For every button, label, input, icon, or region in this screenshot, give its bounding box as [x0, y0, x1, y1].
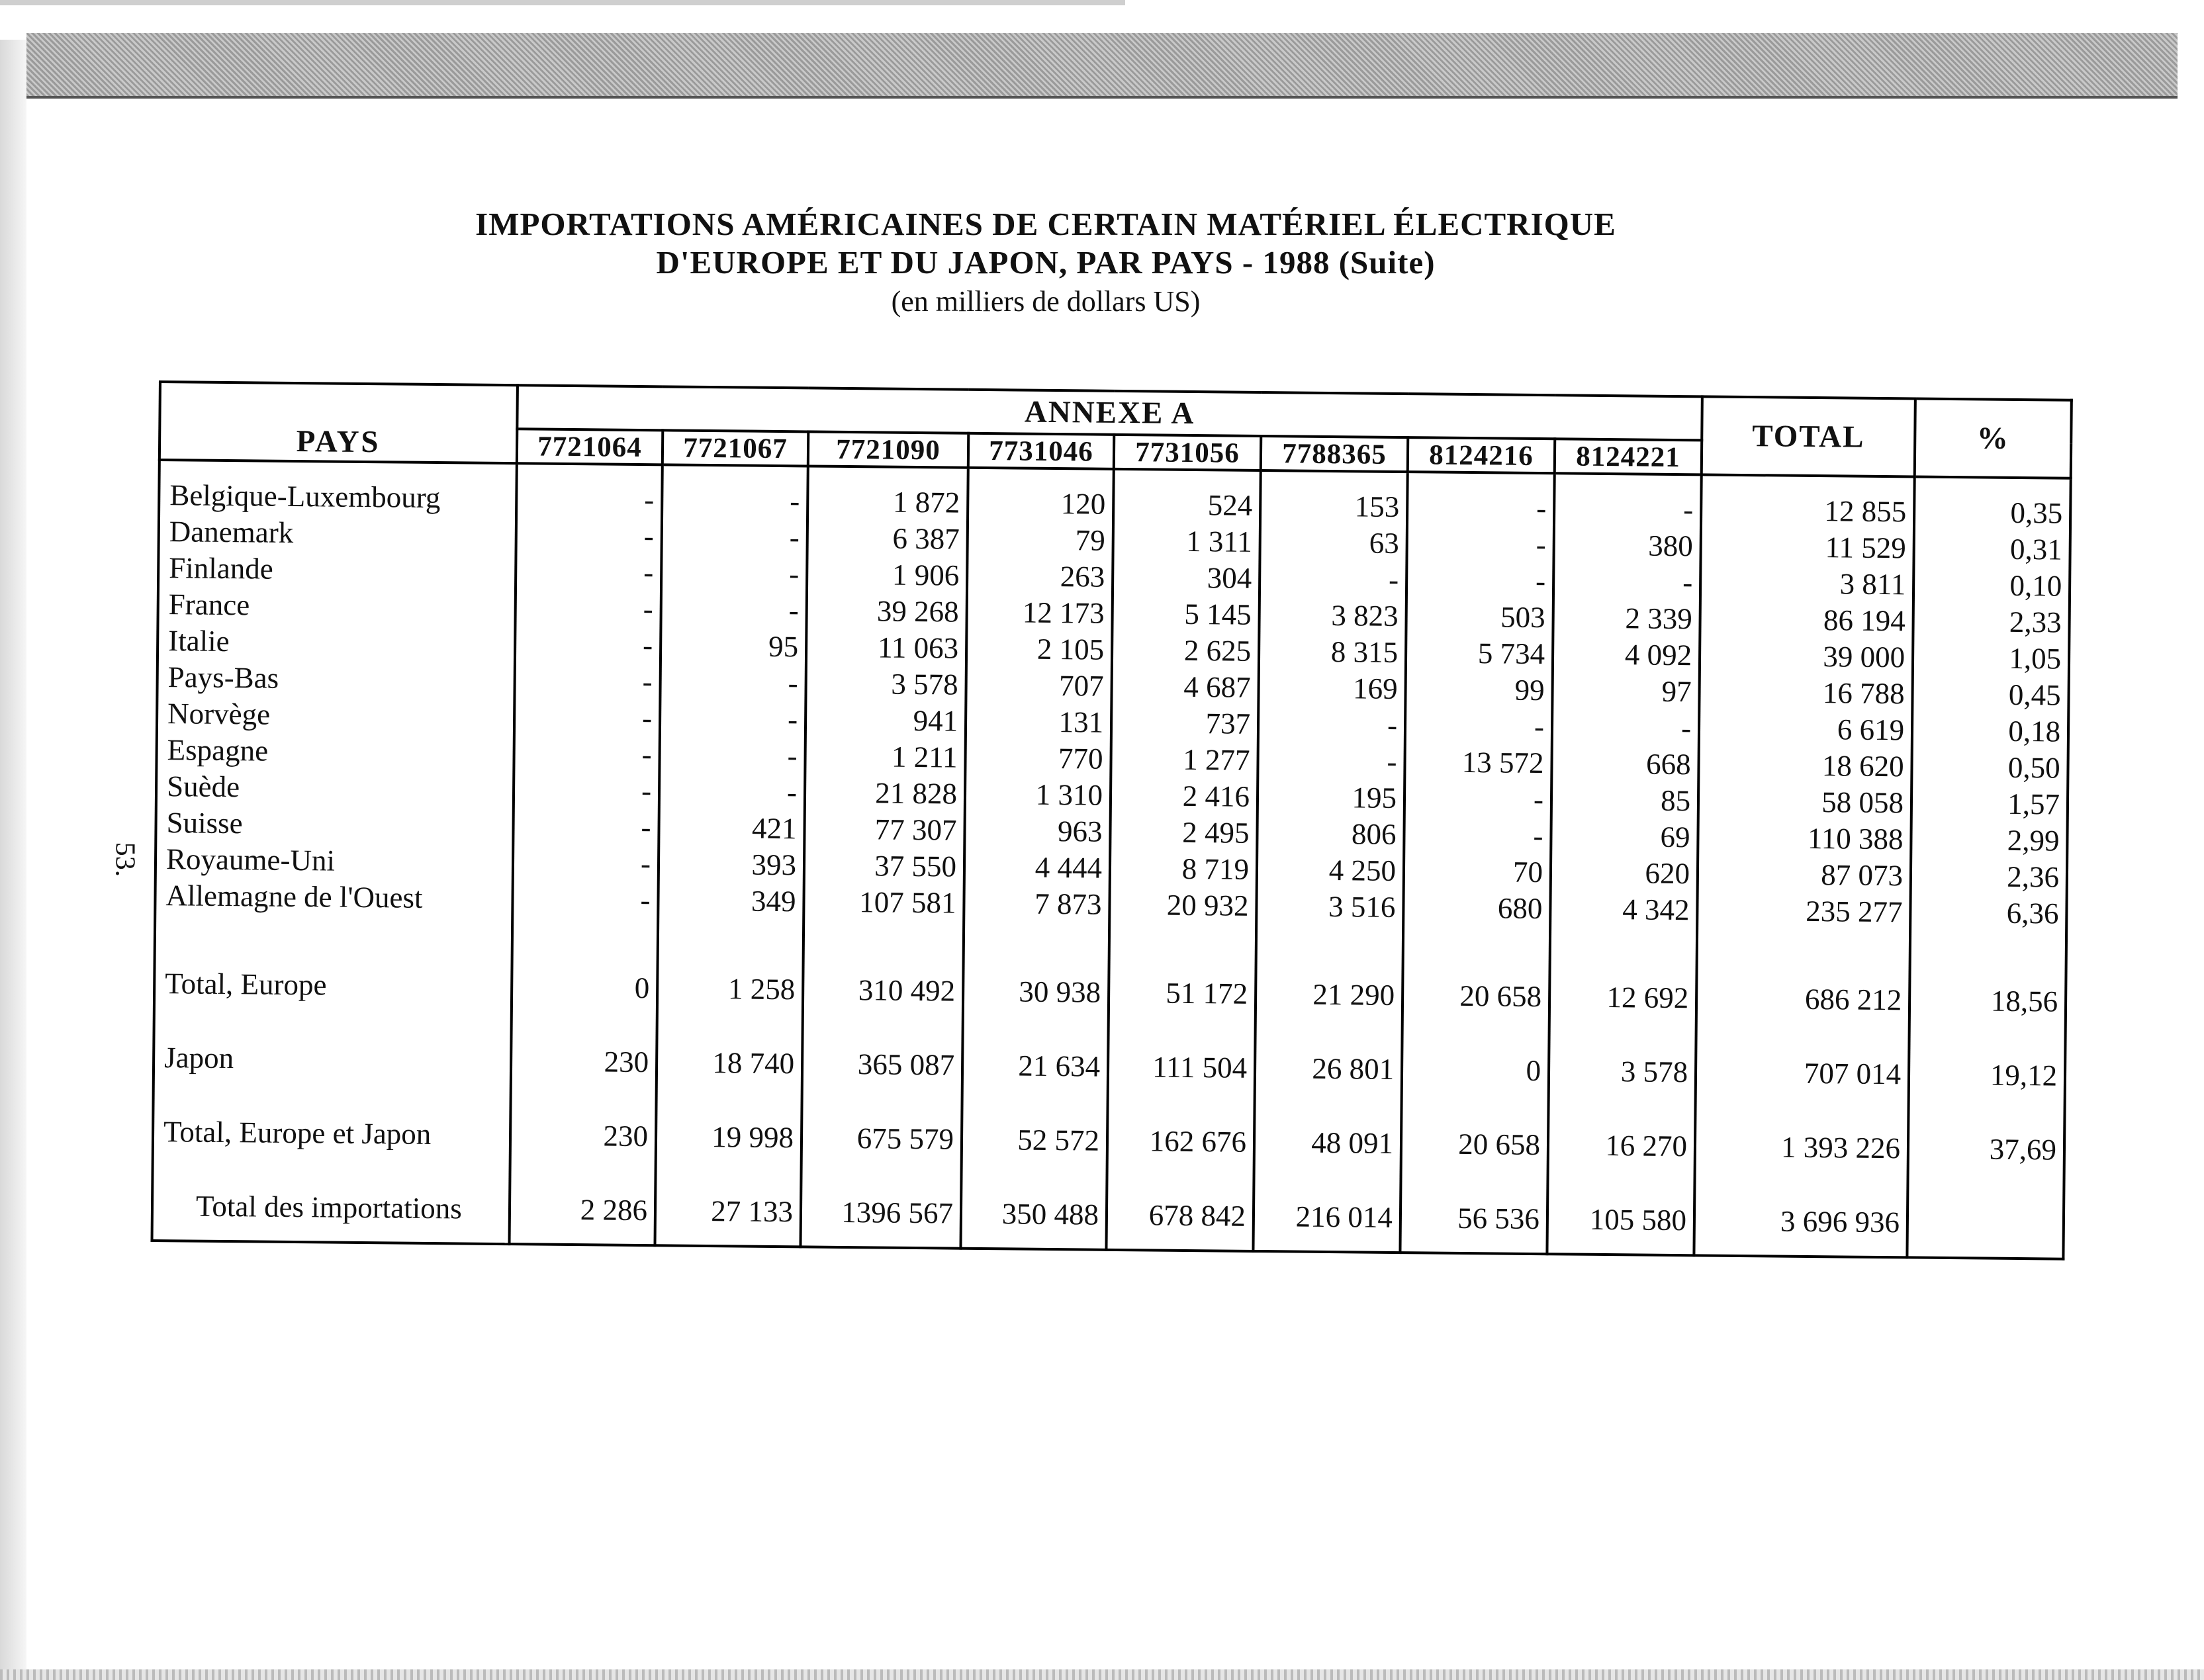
value-7721064-row-3: - [643, 592, 653, 626]
pays-row-15: Total des importations [195, 1189, 463, 1225]
value-8124221-row-8: 85 [1660, 783, 1691, 818]
value-7721064-row-6: - [641, 701, 653, 735]
value-7788365-row-10: 4 250 [1328, 854, 1397, 887]
value-7721090-row-1: 6 387 [892, 521, 960, 556]
value-7731056-row-4: 2 625 [1183, 633, 1252, 668]
value-7721090-row-7: 1 211 [891, 740, 958, 774]
title-line-2: D'EUROPE ET DU JAPON, PAR PAYS - 1988 (Suite) [656, 244, 1436, 281]
value-7721067-row-0: - [790, 484, 800, 518]
pays-row-12: Total, Europe [165, 967, 327, 1002]
value-8124216-row-5: 99 [1514, 673, 1545, 707]
total-row-2: 3 811 [1839, 567, 1906, 601]
value-7721064-row-1: - [643, 519, 655, 553]
title-subtitle-units: (en milliers de dollars US) [891, 285, 1201, 318]
value-7788365-row-1: 63 [1369, 526, 1399, 560]
column-7721090 [800, 466, 968, 1248]
value-8124216-row-13: 0 [1526, 1053, 1541, 1088]
value-7721090-row-14: 675 579 [856, 1122, 954, 1156]
value-8124216-row-15: 56 536 [1457, 1201, 1540, 1236]
value-7721064-row-2: - [643, 556, 654, 590]
column-7731046 [960, 468, 1113, 1250]
percent-row-4: 1,05 [2009, 641, 2062, 676]
total-row-12: 686 212 [1804, 982, 1902, 1017]
value-7731046-row-5: 707 [1058, 669, 1104, 703]
value-7731056-row-12: 51 172 [1166, 976, 1248, 1010]
total-row-6: 6 619 [1837, 713, 1905, 747]
pays-row-2: Finlande [169, 551, 273, 586]
value-8124216-row-4: 5 734 [1477, 637, 1545, 671]
value-7731056-row-7: 1 277 [1183, 742, 1250, 777]
value-7731056-row-3: 5 145 [1184, 597, 1252, 631]
value-7731056-row-14: 162 676 [1149, 1124, 1247, 1159]
code-header-7721090: 7721090 [808, 431, 968, 467]
value-8124221-row-6: - [1680, 711, 1692, 745]
pays-row-6: Norvège [167, 697, 271, 731]
value-7721090-row-2: 1 906 [892, 558, 960, 592]
value-7721090-row-10: 37 550 [874, 849, 957, 883]
value-7721067-row-2: - [788, 557, 800, 591]
value-7721064-row-14: 230 [603, 1119, 649, 1153]
value-7721064-row-7: - [641, 738, 652, 772]
value-7788365-row-11: 3 516 [1328, 890, 1396, 924]
percent-row-15 [1915, 1173, 2056, 1249]
pays-row-11: Allemagne de l'Ouest [165, 879, 423, 914]
value-8124221-row-10: 620 [1645, 856, 1690, 891]
code-header-7721067: 7721067 [663, 430, 808, 466]
total-row-1: 11 529 [1825, 531, 1907, 565]
code-header-7721064: 7721064 [517, 429, 663, 464]
value-8124216-row-11: 680 [1497, 891, 1543, 926]
value-8124221-row-5: 97 [1661, 674, 1692, 709]
value-7721064-row-12: 0 [634, 971, 650, 1005]
value-7731056-row-11: 20 932 [1166, 888, 1249, 922]
value-8124216-row-1: - [1536, 527, 1546, 562]
value-8124216-row-0: - [1536, 491, 1547, 525]
row-spacer [1918, 931, 2058, 952]
table-body-row [152, 460, 2071, 1259]
value-7731056-row-15: 678 842 [1148, 1198, 1246, 1233]
value-8124216-row-6: - [1534, 709, 1545, 744]
value-7721090-row-11: 107 581 [858, 885, 956, 920]
column-7721067 [655, 464, 807, 1247]
value-8124221-row-2: - [1682, 566, 1693, 599]
value-7788365-row-8: 195 [1352, 781, 1397, 815]
value-8124216-row-9: - [1533, 818, 1543, 853]
percent-row-0: 0,35 [2010, 496, 2063, 530]
total-row-10: 87 073 [1821, 858, 1904, 893]
percent-row-6: 0,18 [2008, 714, 2061, 748]
value-7788365-row-15: 216 014 [1295, 1200, 1393, 1234]
row-spacer [811, 920, 956, 942]
value-7731046-row-0: 120 [1060, 487, 1106, 521]
value-7731046-row-7: 770 [1058, 742, 1103, 775]
value-8124221-row-9: 69 [1660, 820, 1690, 854]
pays-row-4: Italie [167, 624, 230, 658]
total-row-0: 12 855 [1824, 494, 1907, 529]
row-spacer [1411, 926, 1542, 947]
value-7721067-row-3: - [788, 594, 799, 627]
value-7731046-row-14: 52 572 [1017, 1123, 1100, 1157]
code-header-7788365: 7788365 [1261, 436, 1408, 472]
value-7721067-row-1: - [789, 521, 800, 554]
column-7721064 [509, 463, 662, 1245]
value-7721090-row-9: 77 307 [874, 813, 957, 847]
pays-header: PAYS [160, 382, 518, 463]
value-7721067-row-5: - [788, 666, 798, 700]
value-7731046-row-1: 79 [1075, 523, 1105, 557]
value-7721064-row-11: - [640, 883, 651, 917]
percent-row-10: 2,36 [2007, 860, 2060, 894]
total-row-7: 18 620 [1821, 749, 1904, 783]
code-header-7731046: 7731046 [968, 433, 1114, 469]
total-header: TOTAL [1702, 396, 1915, 476]
value-7788365-row-12: 21 290 [1312, 977, 1395, 1012]
pays-row-8: Suède [166, 770, 240, 804]
scan-binding-band [26, 33, 2178, 99]
value-7721064-row-15: 2 286 [580, 1193, 648, 1227]
value-7788365-row-14: 48 091 [1311, 1126, 1394, 1160]
value-7721090-row-3: 39 268 [876, 594, 959, 629]
row-spacer [972, 922, 1101, 943]
value-7731046-row-4: 2 105 [1036, 632, 1105, 666]
row-spacer [666, 918, 796, 940]
value-7731056-row-13: 111 504 [1152, 1050, 1248, 1084]
value-7731056-row-8: 2 416 [1182, 779, 1250, 813]
total-row-4: 39 000 [1823, 640, 1906, 674]
pays-row-9: Suisse [166, 806, 243, 840]
percent-column [1907, 476, 2070, 1259]
value-8124221-row-0: - [1683, 493, 1694, 527]
value-7721090-row-0: 1 872 [892, 485, 960, 519]
value-7721067-row-14: 19 998 [712, 1120, 794, 1155]
row-spacer [1117, 923, 1248, 944]
percent-row-12: 18,56 [1990, 984, 2058, 1018]
annexe-header: ANNEXE A [517, 385, 1702, 440]
value-8124216-row-10: 70 [1512, 855, 1543, 889]
value-7721067-row-8: - [786, 775, 798, 809]
value-8124221-row-1: 380 [1648, 529, 1694, 563]
percent-row-8: 1,57 [2007, 787, 2060, 821]
imports-table [151, 380, 2073, 1260]
value-7721090-row-12: 310 492 [858, 973, 956, 1008]
percent-row-7: 0,50 [2007, 750, 2060, 785]
value-8124221-row-13: 3 578 [1620, 1055, 1688, 1089]
value-7721067-row-11: 349 [751, 884, 796, 918]
value-8124221-row-7: 668 [1645, 747, 1691, 781]
percent-row-2: 0,10 [2009, 568, 2062, 603]
value-7731046-row-8: 1 310 [1035, 777, 1103, 812]
value-7721090-row-8: 21 828 [875, 776, 958, 811]
value-7731056-row-5: 4 687 [1183, 670, 1251, 704]
column-8124216 [1400, 472, 1554, 1254]
value-7788365-row-7: - [1387, 744, 1397, 778]
title-line-1: IMPORTATIONS AMÉRICAINES DE CERTAIN MATÉRIEL ÉLECTRIQUE [475, 206, 1616, 242]
value-7731046-row-13: 21 634 [1018, 1049, 1101, 1083]
pays-row-1: Danemark [169, 515, 294, 549]
percent-row-13: 19,12 [1990, 1058, 2058, 1092]
value-7788365-row-2: - [1388, 562, 1399, 596]
value-7788365-row-13: 26 801 [1312, 1051, 1395, 1086]
value-8124221-row-14: 16 270 [1605, 1129, 1688, 1163]
value-7731056-row-1: 1 311 [1185, 524, 1252, 558]
value-7731046-row-6: 131 [1058, 705, 1104, 739]
value-7731046-row-11: 7 873 [1034, 887, 1102, 921]
total-row-8: 58 058 [1821, 785, 1904, 820]
percent-row-5: 0,45 [2008, 678, 2061, 712]
value-7731046-row-9: 963 [1057, 815, 1103, 848]
value-7721064-row-9: - [641, 811, 651, 844]
percent-row-14: 37,69 [1989, 1132, 2057, 1167]
scan-top-strip [0, 0, 1125, 5]
percent-header: % [1915, 398, 2072, 478]
value-7721064-row-5: - [642, 665, 653, 699]
value-7731046-row-12: 30 938 [1019, 975, 1101, 1009]
value-8124221-row-15: 105 580 [1589, 1202, 1687, 1237]
column-8124221 [1547, 473, 1701, 1255]
value-7721067-row-12: 1 258 [727, 972, 796, 1006]
value-7788365-row-9: 806 [1351, 817, 1397, 851]
percent-row-9: 2,99 [2007, 823, 2060, 858]
row-spacer [1264, 924, 1395, 946]
total-row-5: 16 788 [1822, 676, 1905, 711]
value-7788365-row-6: - [1387, 708, 1398, 742]
percent-row-11: 6,36 [2006, 896, 2059, 930]
scan-bottom-edge [0, 1669, 2204, 1680]
pays-row-10: Royaume-Uni [165, 842, 336, 877]
page-number: 53. [109, 842, 140, 877]
pays-row-13: Japon [163, 1041, 234, 1075]
value-7721090-row-6: 941 [913, 703, 958, 738]
total-row-13: 707 014 [1804, 1056, 1902, 1091]
value-7788365-row-5: 169 [1352, 672, 1398, 705]
row-spacer [1558, 927, 1689, 948]
value-8124216-row-8: - [1533, 782, 1544, 817]
value-7721067-row-4: 95 [768, 629, 799, 664]
code-header-7731056: 7731056 [1114, 435, 1261, 470]
value-8124216-row-2: - [1535, 564, 1546, 598]
total-row-3: 86 194 [1823, 603, 1906, 638]
row-spacer [1705, 928, 1902, 950]
pays-row-3: France [168, 588, 250, 622]
value-8124216-row-14: 20 658 [1458, 1127, 1541, 1162]
value-7731046-row-15: 350 488 [1001, 1197, 1099, 1231]
value-7731046-row-10: 4 444 [1034, 850, 1103, 885]
value-7788365-row-0: 153 [1354, 490, 1400, 523]
column-7788365 [1253, 470, 1407, 1253]
value-7788365-row-4: 8 315 [1330, 635, 1399, 669]
value-7731056-row-9: 2 495 [1182, 815, 1250, 850]
row-spacer [165, 914, 504, 937]
value-7731056-row-0: 524 [1207, 488, 1253, 522]
total-row-9: 110 388 [1807, 821, 1904, 856]
pays-row-7: Espagne [167, 733, 269, 768]
value-7721090-row-15: 1396 567 [841, 1195, 954, 1230]
value-7721067-row-6: - [787, 703, 798, 736]
total-row-14: 1 393 226 [1780, 1130, 1901, 1165]
value-7721090-row-4: 11 063 [877, 631, 959, 665]
value-8124221-row-3: 2 339 [1625, 601, 1692, 636]
value-7721090-row-5: 3 578 [891, 667, 958, 701]
value-7731056-row-10: 8 719 [1181, 852, 1250, 886]
value-7721064-row-10: - [640, 847, 651, 881]
percent-row-3: 2,33 [2009, 605, 2062, 639]
value-8124221-row-4: 4 092 [1624, 638, 1692, 672]
value-7731056-row-2: 304 [1207, 561, 1252, 595]
value-8124216-row-12: 20 658 [1459, 979, 1542, 1014]
pays-row-14: Total, Europe et Japon [163, 1115, 432, 1151]
value-7731046-row-3: 12 173 [1022, 596, 1105, 630]
pays-column [152, 460, 517, 1244]
value-7721067-row-15: 27 133 [711, 1194, 794, 1229]
value-7731046-row-2: 263 [1060, 560, 1105, 594]
pays-row-5: Pays-Bas [167, 660, 279, 695]
value-7721067-row-9: 421 [751, 811, 797, 846]
value-7788365-row-3: 3 823 [1331, 599, 1399, 633]
table-frame [150, 380, 2070, 1302]
total-row-11: 235 277 [1806, 894, 1903, 929]
total-column [1694, 474, 1914, 1257]
value-7721067-row-7: - [787, 739, 798, 773]
value-8124221-row-12: 12 692 [1606, 981, 1689, 1015]
pays-row-0: Belgique-Luxembourg [169, 478, 441, 515]
value-7721064-row-4: - [642, 629, 653, 662]
value-8124216-row-7: 13 572 [1461, 745, 1544, 780]
code-header-8124221: 8124221 [1555, 439, 1702, 474]
column-7731056 [1106, 469, 1260, 1251]
row-spacer [520, 917, 650, 938]
value-7721064-row-13: 230 [604, 1045, 649, 1079]
percent-row-1: 0,31 [2009, 532, 2062, 566]
total-row-15: 3 696 936 [1780, 1204, 1900, 1239]
value-8124221-row-11: 4 342 [1622, 893, 1690, 927]
value-7721067-row-13: 18 740 [712, 1046, 795, 1081]
value-7721064-row-8: - [641, 774, 652, 808]
value-7721064-row-0: - [644, 483, 655, 517]
value-7731056-row-6: 737 [1205, 707, 1251, 740]
value-8124216-row-3: 503 [1500, 600, 1545, 635]
code-header-8124216: 8124216 [1408, 437, 1555, 473]
value-7721067-row-10: 393 [751, 848, 797, 882]
value-7721090-row-13: 365 087 [857, 1047, 955, 1082]
